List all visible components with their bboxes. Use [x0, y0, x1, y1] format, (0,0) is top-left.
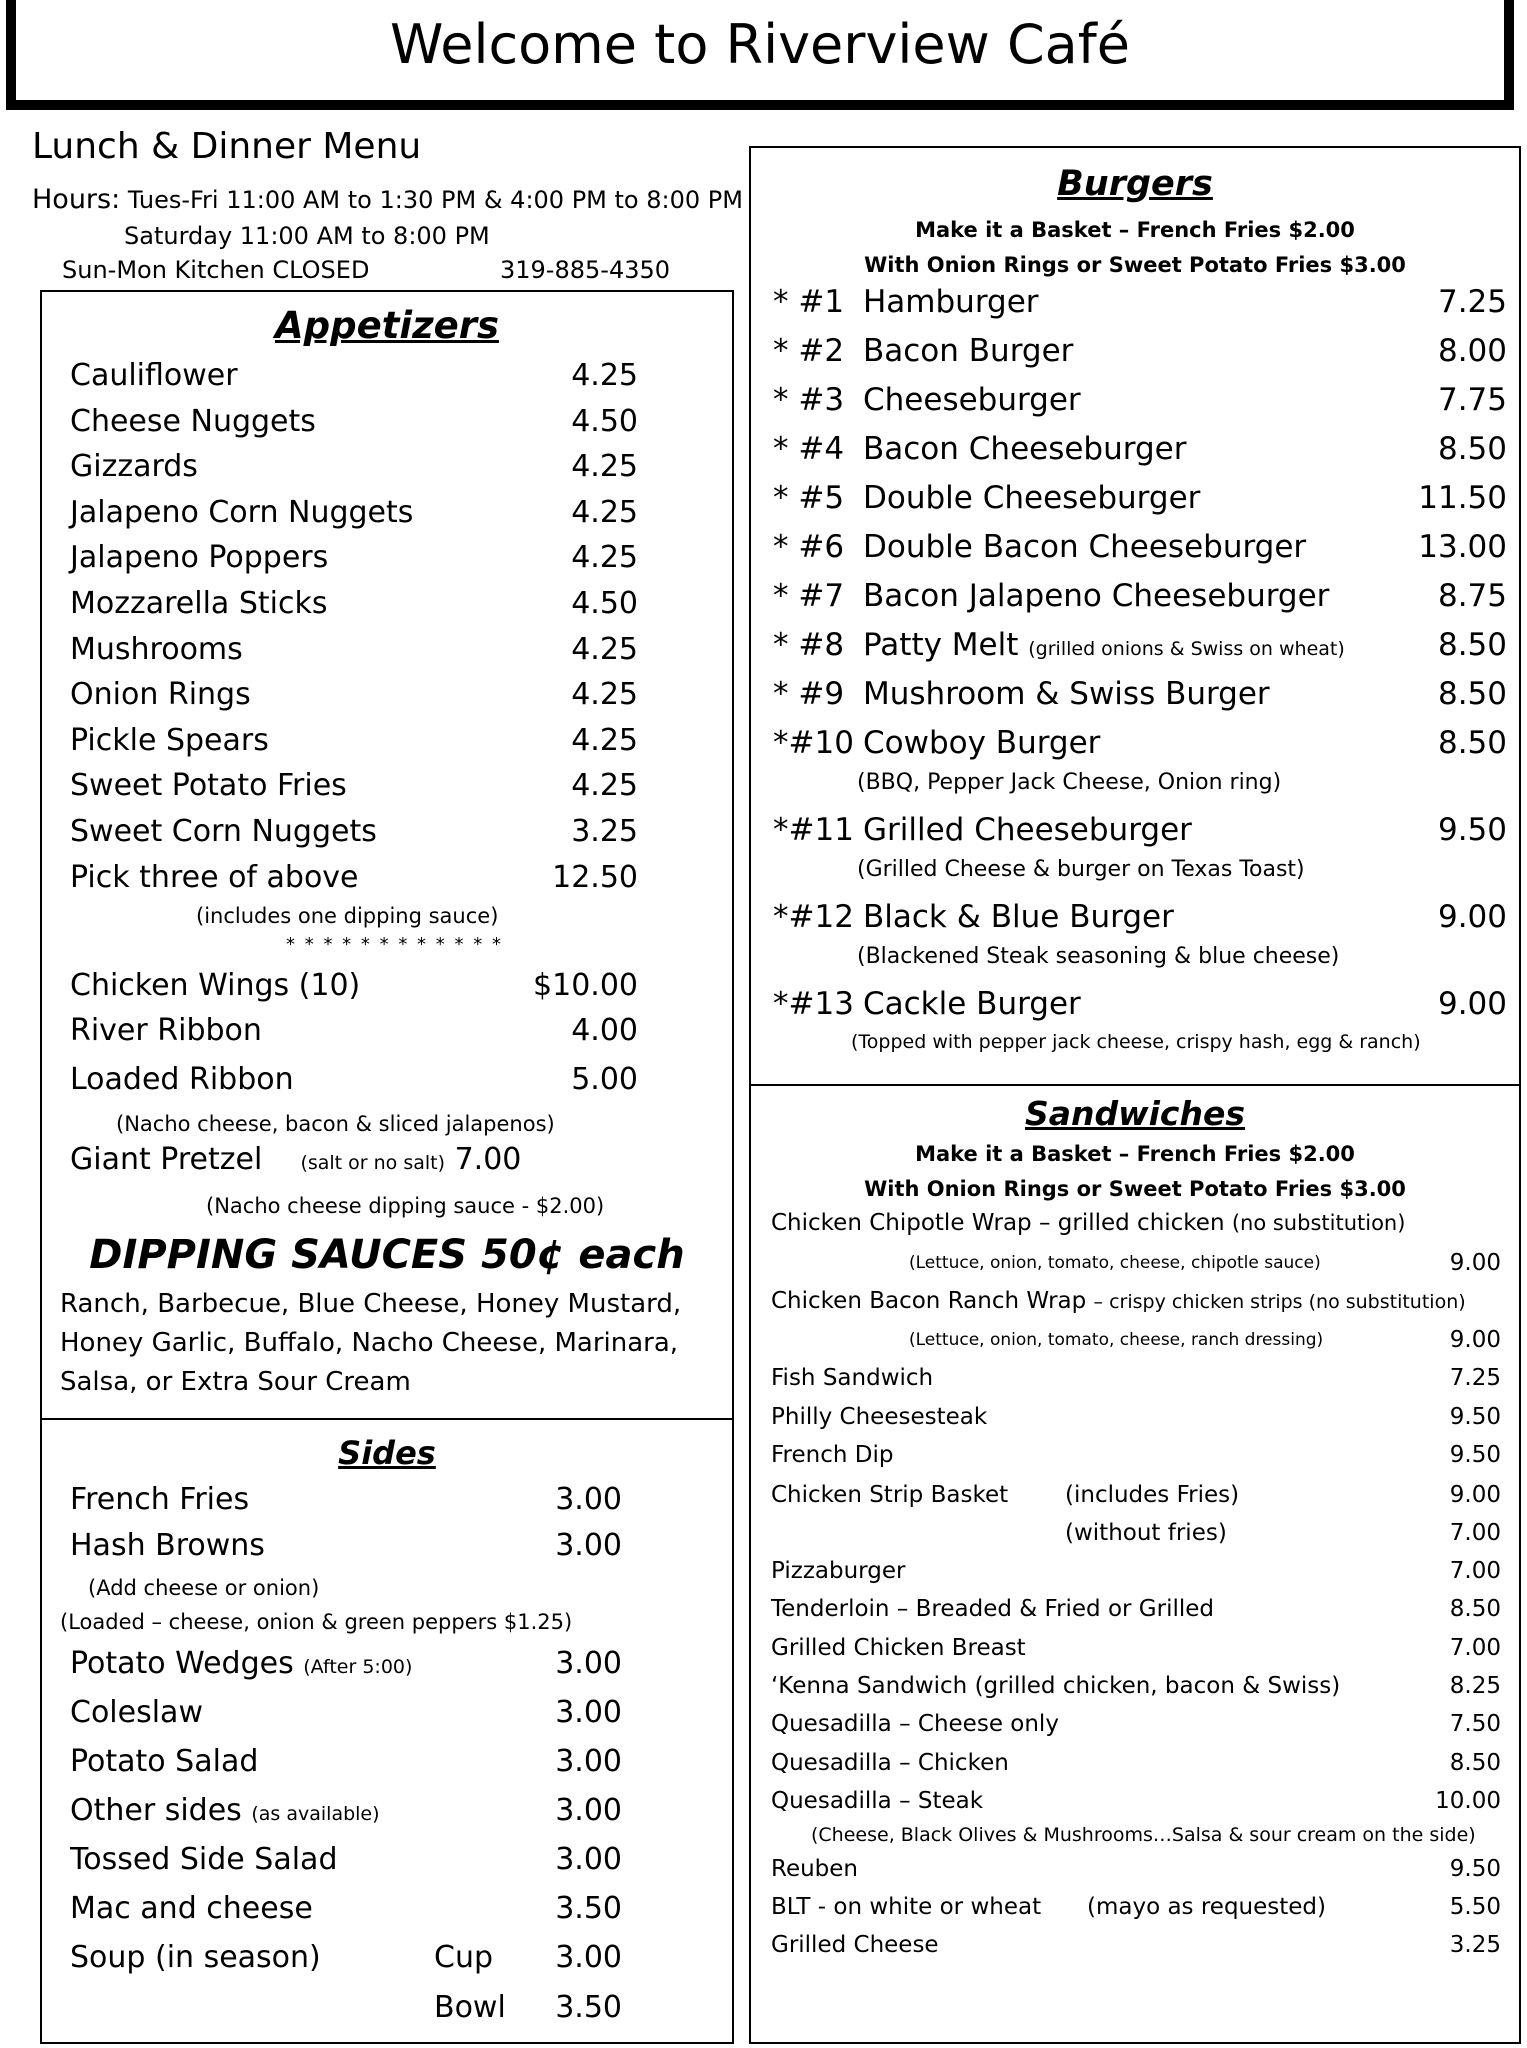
- burger-item-cowboy-burger: *#10 Cowboy Burger 8.50: [773, 725, 1507, 761]
- menu-item-sweet-corn-nuggets: Sweet Corn Nuggets 3.25: [70, 814, 638, 849]
- sandwich-philly-cheesesteak: Philly Cheesesteak 9.50: [771, 1403, 1501, 1430]
- title-banner: [6, 0, 1514, 110]
- hash-browns-note: (Add cheese or onion): [88, 1576, 320, 1600]
- sides-title: Sides: [338, 1434, 436, 1472]
- burger-item-double-cheeseburger: * #5 Double Cheeseburger 11.50: [773, 480, 1507, 516]
- burgers-basket-line-2: With Onion Rings or Sweet Potato Fries $3.00: [864, 253, 1406, 277]
- sandwich-chicken-strip-basket: Chicken Strip Basket (includes Fries) 9.00: [771, 1482, 1501, 1508]
- menu-item-mushrooms: Mushrooms 4.25: [70, 631, 638, 667]
- side-item-mac-and-cheese: Mac and cheese 3.50: [70, 1891, 622, 1926]
- sandwich-pizzaburger: Pizzaburger 7.00: [771, 1558, 1501, 1584]
- hash-browns-loaded-note: (Loaded – cheese, onion & green peppers $1.25): [60, 1610, 573, 1634]
- page-title: Welcome to Riverview Café: [390, 13, 1130, 76]
- sandwich-kenna-sandwich-grilled-chicken-bacon-swiss: ‘Kenna Sandwich (grilled chicken, bacon & Swiss) 8.25: [771, 1672, 1501, 1699]
- sandwiches-title: Sandwiches: [1024, 1094, 1246, 1133]
- sandwich-grilled-cheese: Grilled Cheese 3.25: [771, 1932, 1501, 1958]
- hours-weekday: Tues-Fri 11:00 AM to 1:30 PM & 4:00 PM to 8:00 PM: [127, 186, 743, 214]
- dipping-sauces-list: Ranch, Barbecue, Blue Cheese, Honey Mustard, Honey Garlic, Buffalo, Nacho Cheese, Marinara, Salsa, or Extra Sour Cream: [60, 1289, 682, 1397]
- menu-item-gizzards: Gizzards 4.25: [70, 449, 638, 485]
- side-item-hash-browns: Hash Browns 3.00: [70, 1528, 622, 1563]
- menu-item-giant-pretzel: Giant Pretzel (salt or no salt) 7.00: [70, 1142, 522, 1177]
- menu-item-cauliflower: Cauliflower 4.25: [70, 358, 638, 393]
- dipping-sauces-title: DIPPING SAUCES 50¢ each: [89, 1232, 685, 1278]
- side-item-potato-salad: Potato Salad 3.00: [70, 1744, 622, 1779]
- side-item-french-fries: French Fries 3.00: [70, 1482, 622, 1517]
- burger-item-mushroom-swiss-burger: * #9 Mushroom & Swiss Burger 8.50: [773, 676, 1507, 712]
- sandwiches-basket-line-2: With Onion Rings or Sweet Potato Fries $3.00: [864, 1177, 1406, 1201]
- menu-item-cheese-nuggets: Cheese Nuggets 4.50: [70, 403, 638, 439]
- burger-note-grilled-cheeseburger: (Grilled Cheese & burger on Texas Toast): [857, 857, 1305, 882]
- sandwiches-section: [749, 1084, 1521, 2044]
- burger-item-double-bacon-cheeseburger: * #6 Double Bacon Cheeseburger 13.00: [773, 529, 1507, 565]
- side-item-other-sides: Other sides (as available) 3.00: [70, 1793, 622, 1828]
- stars-divider: * * * * * * * * * * * *: [286, 934, 503, 955]
- pick-three-note: (includes one dipping sauce): [196, 904, 499, 928]
- burger-item-cheeseburger: * #3 Cheeseburger 7.75: [773, 382, 1507, 418]
- burger-note-black-blue-burger: (Blackened Steak seasoning & blue cheese): [857, 944, 1340, 969]
- burger-item-bacon-burger: * #2 Bacon Burger 8.00: [773, 333, 1507, 369]
- menu-item-sweet-potato-fries: Sweet Potato Fries 4.25: [70, 768, 638, 804]
- sandwich-french-dip: French Dip 9.50: [771, 1442, 1501, 1468]
- menu-item-river-ribbon: River Ribbon 4.00: [70, 1013, 638, 1048]
- burger-item-patty-melt: * #8 Patty Melt (grilled onions & Swiss on wheat) 8.50: [773, 627, 1507, 663]
- pretzel-note: (Nacho cheese dipping sauce - $2.00): [206, 1194, 605, 1218]
- sandwich-reuben: Reuben 9.50: [771, 1856, 1501, 1882]
- menu-item-onion-rings: Onion Rings 4.25: [70, 677, 638, 713]
- sandwich-quesadilla-steak: Quesadilla – Steak 10.00: [771, 1787, 1501, 1814]
- phone-number: 319-885-4350: [500, 256, 671, 284]
- quesadilla-note: (Cheese, Black Olives & Mushrooms…Salsa & sour cream on the side): [811, 1824, 1476, 1846]
- menu-item-mozzarella-sticks: Mozzarella Sticks 4.50: [70, 586, 638, 621]
- burgers-basket-line-1: Make it a Basket – French Fries $2.00: [915, 218, 1355, 242]
- burgers-section: [749, 146, 1521, 1086]
- sandwich-grilled-chicken-breast: Grilled Chicken Breast 7.00: [771, 1634, 1501, 1661]
- menu-item-chicken-wings: Chicken Wings (10) $10.00: [70, 968, 638, 1003]
- sandwich-quesadilla-cheese-only: Quesadilla – Cheese only 7.50: [771, 1711, 1501, 1738]
- hours-saturday: Saturday 11:00 AM to 8:00 PM: [124, 222, 490, 250]
- burger-item-bacon-cheeseburger: * #4 Bacon Cheeseburger 8.50: [773, 431, 1507, 467]
- menu-item-jalapeno-poppers: Jalapeno Poppers 4.25: [70, 540, 638, 576]
- sandwich-chipotle-wrap: Chicken Chipotle Wrap – grilled chicken (no substitution): [771, 1210, 1406, 1236]
- sandwich-chipotle-wrap-detail: (Lettuce, onion, tomato, cheese, chipotle sauce) 9.00: [909, 1250, 1501, 1276]
- sandwich-ranch-wrap: Chicken Bacon Ranch Wrap – crispy chicken strips (no substitution): [771, 1288, 1466, 1314]
- burgers-title: Burgers: [1057, 164, 1213, 204]
- hours-line-1: [32, 184, 743, 215]
- menu-item-jalapeno-corn-nuggets: Jalapeno Corn Nuggets 4.25: [70, 494, 638, 530]
- menu-label: Lunch & Dinner Menu: [32, 126, 422, 167]
- side-item-soup-bowl: Bowl 3.50: [434, 1990, 622, 2025]
- burger-item-black-blue-burger: *#12 Black & Blue Burger 9.00: [773, 899, 1507, 935]
- burger-item-hamburger: * #1 Hamburger 7.25: [773, 284, 1507, 320]
- side-item-soup: Soup (in season) Cup 3.00: [70, 1940, 622, 1975]
- sandwich-tenderloin-breaded-fried-or-grilled: Tenderloin – Breaded & Fried or Grilled 8.50: [771, 1596, 1501, 1623]
- side-item-coleslaw: Coleslaw 3.00: [70, 1695, 622, 1730]
- menu-item-pickle-spears: Pickle Spears 4.25: [70, 722, 638, 758]
- sandwich-chicken-strip-no-fries: (without fries) 7.00: [1065, 1520, 1501, 1546]
- burger-note-cackle-burger: (Topped with pepper jack cheese, crispy hash, egg & ranch): [851, 1031, 1421, 1053]
- sandwiches-basket-line-1: Make it a Basket – French Fries $2.00: [915, 1142, 1355, 1166]
- burger-item-bacon-jalapeno-cheeseburger: * #7 Bacon Jalapeno Cheeseburger 8.75: [773, 578, 1507, 614]
- menu-item-pick-three-of-above: Pick three of above 12.50: [70, 859, 638, 895]
- sandwich-blt: BLT - on white or wheat (mayo as requested) 5.50: [771, 1894, 1501, 1920]
- hours-label: Hours:: [32, 184, 121, 215]
- sandwich-ranch-wrap-detail: (Lettuce, onion, tomato, cheese, ranch dressing) 9.00: [909, 1327, 1501, 1353]
- side-item-potato-wedges: Potato Wedges (After 5:00) 3.00: [70, 1646, 622, 1681]
- appetizers-section: [40, 290, 734, 1420]
- sandwich-quesadilla-chicken: Quesadilla – Chicken 8.50: [771, 1749, 1501, 1776]
- burger-item-grilled-cheeseburger: *#11 Grilled Cheeseburger 9.50: [773, 812, 1507, 848]
- hours-closed: Sun-Mon Kitchen CLOSED: [62, 256, 370, 284]
- appetizers-title: Appetizers: [275, 304, 499, 347]
- burger-note-cowboy-burger: (BBQ, Pepper Jack Cheese, Onion ring): [857, 770, 1282, 795]
- sandwich-fish-sandwich: Fish Sandwich 7.25: [771, 1365, 1501, 1391]
- loaded-ribbon-note: (Nacho cheese, bacon & sliced jalapenos): [116, 1112, 555, 1136]
- menu-item-loaded-ribbon: Loaded Ribbon 5.00: [70, 1062, 638, 1097]
- side-item-tossed-salad: Tossed Side Salad 3.00: [70, 1842, 622, 1877]
- sides-section: [40, 1418, 734, 2044]
- burger-item-cackle-burger: *#13 Cackle Burger 9.00: [773, 986, 1507, 1022]
